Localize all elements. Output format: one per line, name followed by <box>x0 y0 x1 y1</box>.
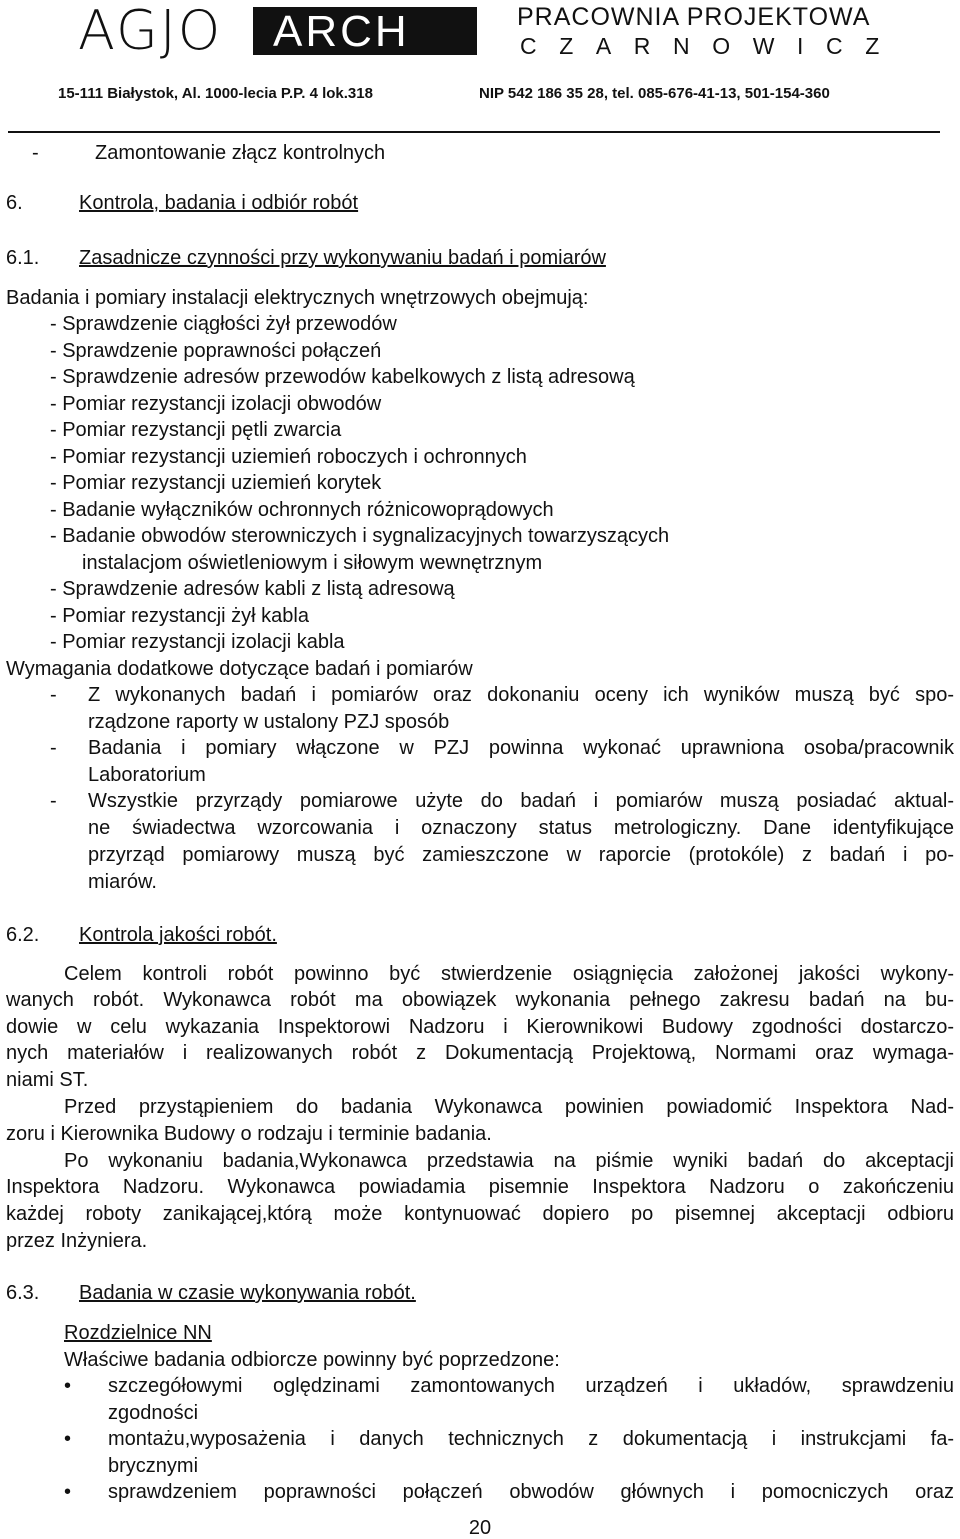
paragraph-line: Inspektora Nadzoru. Wykonawca powiadamia pisemnie Inspektora Nadzoru o zakończeniu <box>6 1176 954 1198</box>
paragraph-line: przez Inżyniera. <box>6 1230 148 1252</box>
bullet-line: brycznymi <box>108 1455 199 1477</box>
section-6-number: 6. <box>6 192 23 214</box>
logo-agjo: AGJO <box>78 0 223 62</box>
paragraph-line: zoru i Kierownika Budowy o rodzaju i terminie badania. <box>6 1123 492 1145</box>
nn-intro: Właściwe badania odbiorcze powinny być poprzedzone: <box>64 1349 560 1371</box>
requirement-line: Wszystkie przyrządy pomiarowe użyte do badań i pomiarów muszą posiadać aktual- <box>88 790 954 812</box>
paragraph-line: dowie w celu wykazania Inspektorowi Nadzoru i Kierownikowi Budowy zgodności dostarczo- <box>6 1016 954 1038</box>
list-item: - Pomiar rezystancji izolacji obwodów <box>50 393 382 415</box>
requirement-dash: - <box>50 790 57 812</box>
section-6-title: Kontrola, badania i odbiór robót <box>79 192 359 214</box>
requirement-line: Laboratorium <box>88 764 206 786</box>
list-item: - Badanie obwodów sterowniczych i sygnalizacyjnych towarzyszących <box>50 525 670 547</box>
list-item: - Pomiar rezystancji izolacji kabla <box>50 631 345 653</box>
requirement-line: rządzone raporty w ustalony PZJ sposób <box>88 711 450 733</box>
section-6-2-title: Kontrola jakości robót. <box>79 924 277 946</box>
paragraph-line: Przed przystąpieniem do badania Wykonawca powinien powiadomić Inspektora Nad- <box>64 1096 954 1118</box>
intro-item: Zamontowanie złącz kontrolnych <box>95 142 386 164</box>
tests-intro: Badania i pomiary instalacji elektrycznych wnętrzowych obejmują: <box>6 287 589 309</box>
paragraph-line: niami ST. <box>6 1069 89 1091</box>
bullet-icon: • <box>64 1481 72 1503</box>
paragraph-line: wanych robót. Wykonawca robót ma obowiązek wykonania pełnego zakresu badań na bu- <box>6 989 954 1011</box>
requirement-line: Badania i pomiary włączone w PZJ powinna wykonać uprawniona osoba/pracownik <box>88 737 954 759</box>
requirement-line: ne świadectwa wzorcowania i oznaczony status metrologiczny. Dane identyfikujące <box>88 817 954 839</box>
letterhead <box>0 0 960 120</box>
list-item: - Sprawdzenie ciągłości żył przewodów <box>50 313 397 335</box>
bullet-line: zgodności <box>108 1402 199 1424</box>
section-6-1-title: Zasadnicze czynności przy wykonywaniu badań i pomiarów <box>79 247 606 269</box>
bullet-icon: • <box>64 1428 72 1450</box>
section-6-3-number: 6.3. <box>6 1282 40 1304</box>
requirement-dash: - <box>50 684 57 706</box>
studio-city: CZARNOWICZ <box>520 33 902 59</box>
bullet-line: montażu,wyposażenia i danych technicznych z dokumentacją i instrukcjami fa- <box>108 1428 954 1450</box>
requirement-dash: - <box>50 737 57 759</box>
studio-contact: NIP 542 186 35 28, tel. 085-676-41-13, 501-154-360 <box>479 85 830 102</box>
list-item: - Sprawdzenie poprawności połączeń <box>50 340 382 362</box>
section-6-2-number: 6.2. <box>6 924 40 946</box>
section-6-1-number: 6.1. <box>6 247 40 269</box>
bullet-icon: • <box>64 1375 72 1397</box>
section-6-3-title: Badania w czasie wykonywania robót. <box>79 1282 416 1304</box>
header-divider <box>8 131 940 133</box>
bullet-line: szczegółowymi oględzinami zamontowanych urządzeń i układów, sprawdzeniu <box>108 1375 954 1397</box>
list-item: - Pomiar rezystancji żył kabla <box>50 605 309 627</box>
page-number: 20 <box>468 1517 492 1539</box>
studio-name: PRACOWNIA PROJEKTOWA <box>517 3 871 31</box>
logo-arch: ARCH <box>273 7 410 56</box>
requirement-line: miarów. <box>88 871 157 893</box>
paragraph-line: każdej roboty zanikającej,którą może kontynuować dopiero po pisemnej akceptacji odbioru <box>6 1203 954 1225</box>
requirement-line: Z wykonanych badań i pomiarów oraz dokonaniu oceny ich wyników muszą być spo- <box>88 684 954 706</box>
list-item: - Badanie wyłączników ochronnych różnicowoprądowych <box>50 499 554 521</box>
intro-dash: - <box>32 142 39 164</box>
nn-title: Rozdzielnice NN <box>64 1322 212 1344</box>
list-item: - Sprawdzenie adresów kabli z listą adresową <box>50 578 455 600</box>
requirements-title: Wymagania dodatkowe dotyczące badań i pomiarów <box>6 658 473 680</box>
list-item: - Pomiar rezystancji pętli zwarcia <box>50 419 342 441</box>
list-item-continuation: instalacjom oświetleniowym i siłowym wewnętrznym <box>82 552 543 574</box>
paragraph-line: nych materiałów i realizowanych robót z Dokumentacją Projektową, Normami oraz wymaga- <box>6 1042 954 1064</box>
paragraph-line: Celem kontroli robót powinno być stwierdzenie osiągnięcia założonej jakości wykony- <box>64 963 954 985</box>
requirement-line: przyrząd pomiarowy muszą być zamieszczone w raporcie (protokóle) z badań i po- <box>88 844 954 866</box>
list-item: - Pomiar rezystancji uziemień roboczych i ochronnych <box>50 446 527 468</box>
list-item: - Sprawdzenie adresów przewodów kabelkowych z listą adresową <box>50 366 635 388</box>
bullet-line: sprawdzeniem poprawności połączeń obwodów głównych i pomocniczych oraz <box>108 1481 954 1503</box>
list-item: - Pomiar rezystancji uziemień korytek <box>50 472 382 494</box>
studio-address: 15-111 Białystok, Al. 1000-lecia P.P. 4 lok.318 <box>58 85 373 102</box>
paragraph-line: Po wykonaniu badania,Wykonawca przedstawia na piśmie wyniki badań do akceptacji <box>64 1150 954 1172</box>
